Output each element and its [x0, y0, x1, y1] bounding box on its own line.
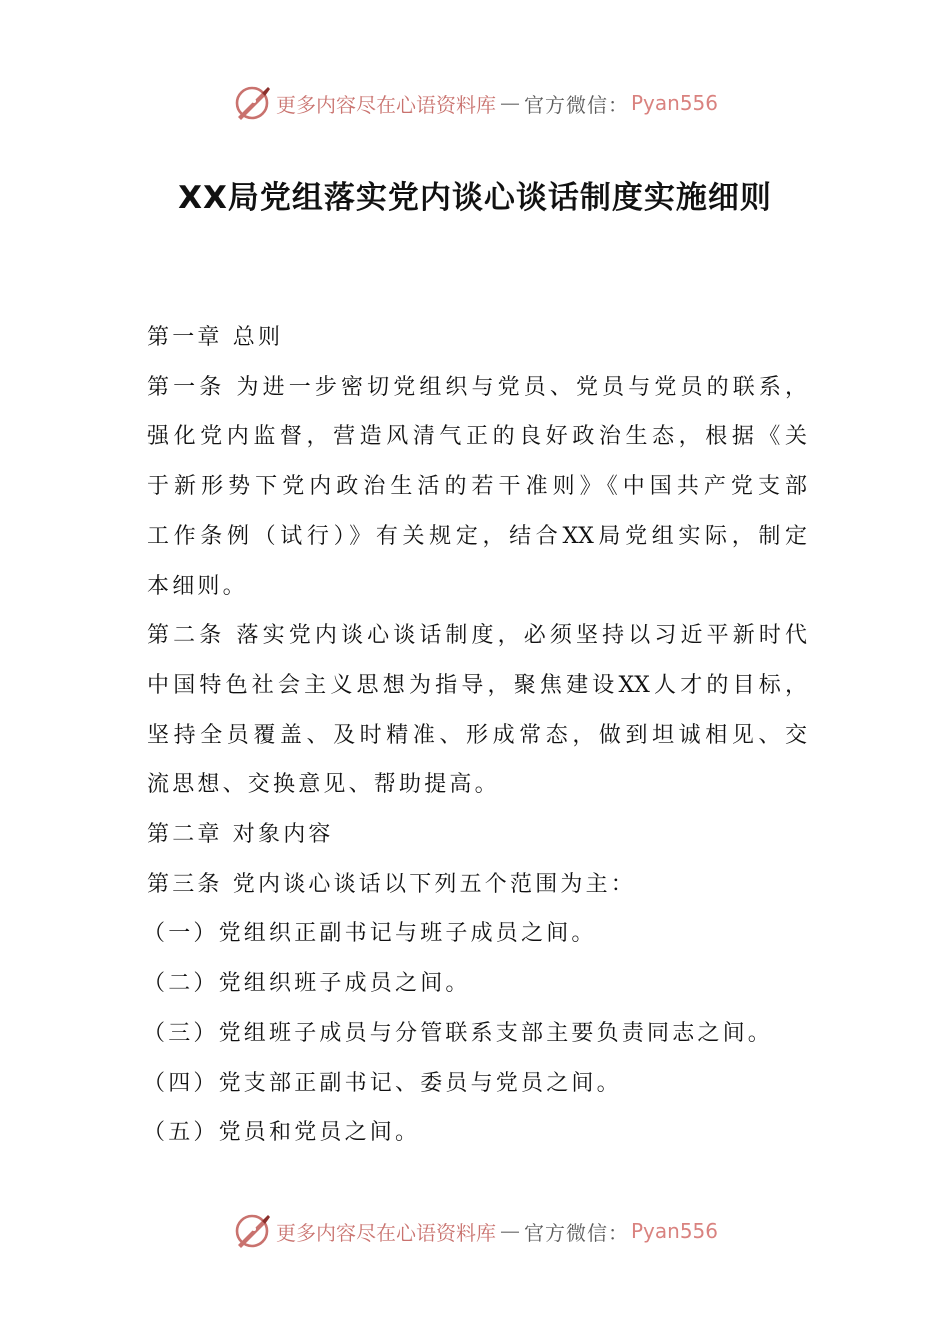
list-item: （二）党组织班子成员之间。: [143, 971, 471, 997]
list-item: （四）党支部正副书记、委员与党员之间。: [143, 1070, 622, 1096]
article-line: 工作条例（试行）》有关规定，结合XX局党组实际，制定: [147, 523, 807, 549]
watermark-brand: 更多内容尽在心语资料库: [275, 1220, 496, 1245]
article-line: 第一条 为进一步密切党组织与党员、党员与党员的联系，: [147, 374, 807, 400]
list-item: （五）党员和党员之间。: [143, 1120, 421, 1146]
article-line: 于新形势下党内政治生活的若干准则》《中国共产党支部: [147, 474, 807, 500]
article-line: 流思想、交换意见、帮助提高。: [147, 772, 500, 798]
article-line: 强化党内监督，营造风清气正的良好政治生态，根据《关: [147, 424, 807, 450]
article-line: 本细则。: [147, 573, 248, 599]
list-item: （三）党组班子成员与分管联系支部主要负责同志之间。: [143, 1020, 774, 1046]
chapter-heading: 第一章 总则: [147, 325, 284, 350]
watermark-wechat-id: Pyan556: [630, 91, 718, 115]
chapter-heading: 第二章 对象内容: [147, 822, 334, 848]
list-item: （一）党组织正副书记与班子成员之间。: [143, 921, 597, 947]
watermark-banner-bottom: [0, 1208, 950, 1254]
pen-nib-circle-icon: [232, 1211, 272, 1251]
watermark-wechat-label: 官方微信：: [523, 92, 629, 117]
watermark-dash: —: [499, 91, 520, 115]
article-line: 中国特色社会主义思想为指导，聚焦建设XX人才的目标，: [147, 672, 807, 698]
watermark-dash: —: [499, 1219, 520, 1243]
article-line: 坚持全员覆盖、及时精准、形成常态，做到坦诚相见、交: [147, 722, 807, 748]
article-line: 第三条 党内谈心谈话以下列五个范围为主：: [147, 871, 636, 897]
watermark-wechat-label: 官方微信：: [523, 1220, 629, 1245]
watermark-banner-top: [0, 80, 950, 126]
pen-nib-circle-icon: [232, 83, 272, 123]
watermark-wechat-id: Pyan556: [630, 1219, 718, 1243]
document-title: XX局党组落实党内谈心谈话制度实施细则: [178, 180, 772, 216]
article-line: 第二条 落实党内谈心谈话制度，必须坚持以习近平新时代: [147, 623, 807, 649]
watermark-brand: 更多内容尽在心语资料库: [275, 92, 496, 117]
document-body: [143, 313, 807, 1158]
